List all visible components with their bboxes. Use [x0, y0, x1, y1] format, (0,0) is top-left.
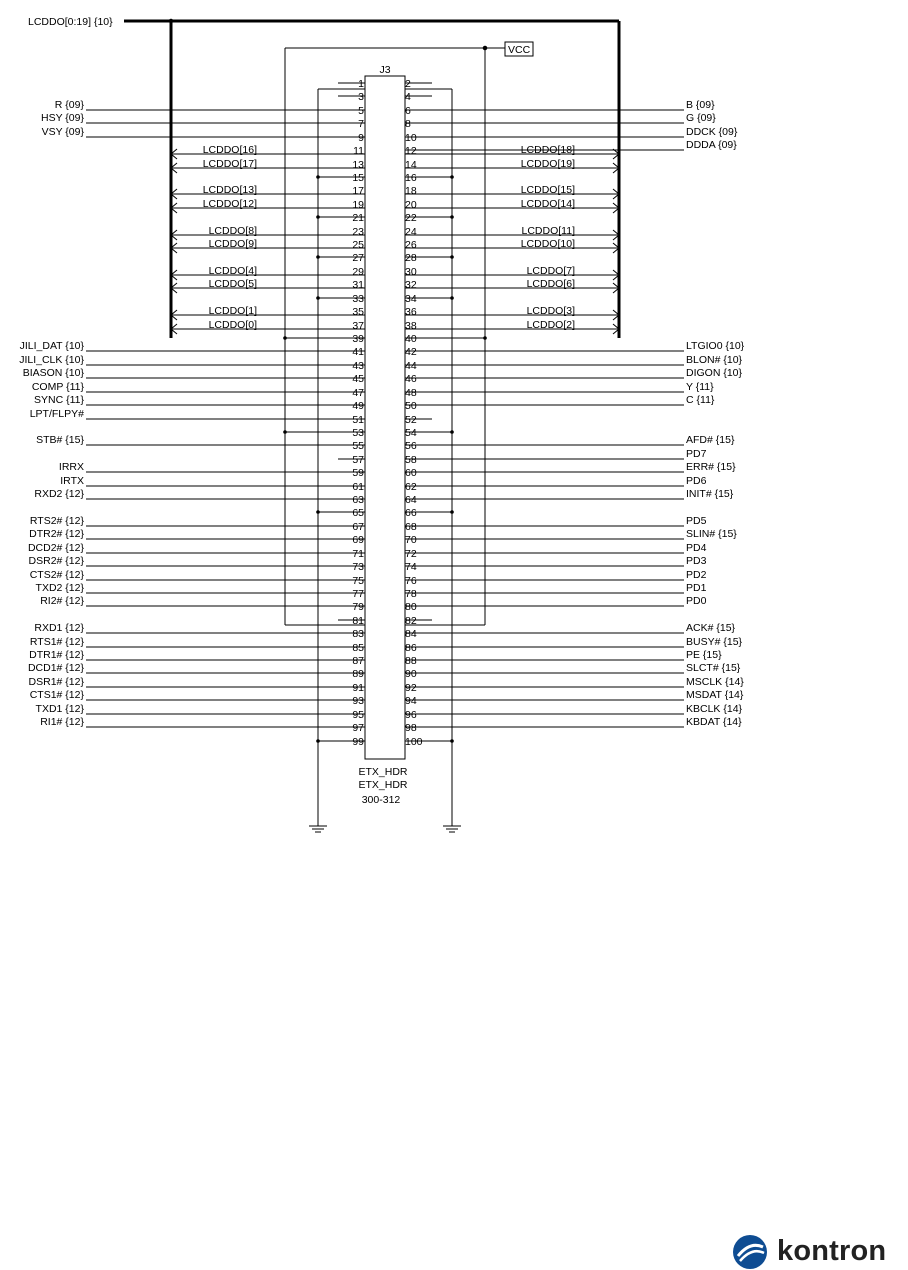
pin-number: 62	[405, 481, 417, 493]
net-label: RI2# {12}	[40, 595, 84, 607]
net-label: BLON# {10}	[686, 354, 743, 366]
junction-dot	[483, 336, 487, 340]
pin-number: 14	[405, 159, 417, 171]
pin-number: 70	[405, 534, 417, 546]
pin-number: 11	[353, 145, 364, 157]
ground-symbol-left	[309, 826, 327, 832]
pin-number: 15	[352, 172, 364, 184]
pin-number: 74	[405, 561, 417, 573]
net-label: RTS2# {12}	[29, 515, 84, 527]
net-label: AFD# {15}	[686, 434, 735, 446]
net-label: PD7	[686, 448, 707, 460]
junction-dot	[450, 739, 454, 743]
pin-number: 19	[352, 199, 364, 211]
net-label: LCDDO[18]	[520, 144, 575, 156]
pin-number: 32	[405, 279, 417, 291]
net-label: LTGIO0 {10}	[686, 340, 745, 352]
junction-dot	[450, 430, 454, 434]
pin-number: 92	[405, 682, 417, 694]
pin-number: 8	[405, 118, 411, 130]
pin-number: 16	[405, 172, 417, 184]
pin-number: 24	[405, 226, 417, 238]
net-label: ERR# {15}	[686, 461, 736, 473]
pin-number: 58	[405, 454, 417, 466]
net-label: DDDA {09}	[686, 139, 737, 151]
net-label: LCDDO[9]	[208, 238, 257, 250]
junction-dot	[316, 510, 320, 514]
pin-number: 99	[352, 736, 364, 748]
pin-number: 40	[405, 333, 417, 345]
net-label: LCDDO[14]	[520, 198, 575, 210]
pin-number: 55	[352, 440, 364, 452]
net-label: HSY {09}	[40, 112, 84, 124]
junction-dot	[169, 19, 173, 23]
junction-dot	[450, 510, 454, 514]
net-label: PE {15}	[686, 649, 722, 661]
pin-number: 67	[352, 521, 364, 533]
connector-body	[365, 76, 405, 759]
bus-label: LCDDO[0:19] {10}	[28, 16, 113, 28]
net-label: LCDDO[11]	[521, 225, 575, 237]
net-label: DTR1# {12}	[29, 649, 84, 661]
pin-number: 2	[405, 78, 411, 90]
net-label: JILI_DAT {10}	[19, 340, 84, 352]
pin-number: 12	[405, 145, 417, 157]
pin-number: 49	[352, 400, 364, 412]
pin-number: 48	[405, 387, 417, 399]
junction-dot	[316, 175, 320, 179]
net-label: MSDAT {14}	[686, 689, 744, 701]
pin-number: 46	[405, 373, 417, 385]
net-label: MSCLK {14}	[686, 676, 744, 688]
connector-value: ETX_HDR	[358, 766, 408, 778]
net-label: PD3	[686, 555, 707, 567]
net-label: DCD1# {12}	[27, 662, 84, 674]
pin-number: 37	[352, 320, 364, 332]
pin-number: 57	[352, 454, 364, 466]
pin-number: 85	[352, 642, 364, 654]
net-label: DTR2# {12}	[29, 528, 84, 540]
net-label: DSR2# {12}	[28, 555, 84, 567]
net-label: KBCLK {14}	[686, 703, 743, 715]
pin-number: 17	[352, 185, 364, 197]
pin-number: 94	[405, 695, 417, 707]
net-label: DIGON {10}	[686, 367, 743, 379]
net-label: INIT# {15}	[686, 488, 734, 500]
pin-number: 81	[352, 615, 364, 627]
static-wiring	[124, 19, 619, 832]
pin-number: 79	[352, 601, 364, 613]
connector-value-2: ETX_HDR	[358, 779, 408, 791]
net-label: PD0	[686, 595, 707, 607]
pin-number: 51	[352, 414, 364, 426]
net-label: LCDDO[2]	[526, 319, 575, 331]
pin-number: 71	[352, 548, 364, 560]
junction-dot	[316, 255, 320, 259]
kontron-logo-text: kontron	[777, 1235, 887, 1267]
junction-dot	[316, 296, 320, 300]
pin-number: 7	[358, 118, 364, 130]
pin-number: 34	[405, 293, 417, 305]
net-label: IRTX	[60, 475, 84, 487]
net-label: LCDDO[7]	[526, 265, 575, 277]
pin-number: 95	[352, 709, 364, 721]
pin-number: 4	[405, 91, 411, 103]
junction-dot	[450, 215, 454, 219]
net-label: LCDDO[15]	[520, 184, 575, 196]
net-label: KBDAT {14}	[686, 716, 742, 728]
net-label: R {09}	[54, 99, 84, 111]
net-label: LCDDO[8]	[208, 225, 257, 237]
net-label: C {11}	[686, 394, 715, 406]
junction-dot	[283, 336, 287, 340]
junction-dot	[283, 430, 287, 434]
net-label: JILI_CLK {10}	[19, 354, 84, 366]
pin-number: 23	[352, 226, 364, 238]
net-label: STB# {15}	[36, 434, 84, 446]
pin-number: 45	[352, 373, 364, 385]
pin-number: 41	[352, 346, 364, 358]
pin-number: 38	[405, 320, 417, 332]
net-label: RXD2 {12}	[34, 488, 84, 500]
net-label: TXD2 {12}	[35, 582, 84, 594]
pin-number: 28	[405, 252, 417, 264]
pin-number: 20	[405, 199, 417, 211]
pin-number: 13	[352, 159, 364, 171]
net-label: BIASON {10}	[22, 367, 84, 379]
pin-number: 90	[405, 668, 417, 680]
net-label: LCDDO[16]	[202, 144, 257, 156]
net-label: ACK# {15}	[686, 622, 736, 634]
pin-number: 29	[352, 266, 364, 278]
pin-number: 80	[405, 601, 417, 613]
net-label: PD6	[686, 475, 707, 487]
pin-number: 3	[358, 91, 364, 103]
net-label: DSR1# {12}	[28, 676, 84, 688]
net-label: COMP {11}	[31, 381, 84, 393]
pin-number: 77	[352, 588, 364, 600]
net-label: LPT/FLPY#	[29, 408, 84, 420]
net-label: VSY {09}	[41, 126, 84, 138]
pin-number: 75	[352, 575, 364, 587]
ground-symbol-right	[443, 826, 461, 832]
net-label: CTS2# {12}	[29, 569, 84, 581]
net-label: LCDDO[3]	[526, 305, 575, 317]
pin-number: 88	[405, 655, 417, 667]
net-label: IRRX	[58, 461, 84, 473]
net-label: LCDDO[6]	[526, 278, 575, 290]
pin-number: 91	[352, 682, 364, 694]
net-label: LCDDO[1]	[208, 305, 257, 317]
pin-number: 72	[405, 548, 417, 560]
pin-number: 27	[352, 252, 364, 264]
pin-number: 50	[405, 400, 417, 412]
net-label: PD5	[686, 515, 707, 527]
net-label: BUSY# {15}	[686, 636, 743, 648]
pin-number: 66	[405, 507, 417, 519]
net-label: SYNC {11}	[33, 394, 84, 406]
vcc-label: VCC	[508, 44, 531, 56]
pin-number: 31	[352, 279, 364, 291]
net-label: SLCT# {15}	[686, 662, 741, 674]
junction-dot	[450, 296, 454, 300]
pin-number: 97	[352, 722, 364, 734]
pin-number: 68	[405, 521, 417, 533]
net-label: SLIN# {15}	[686, 528, 737, 540]
net-label: LCDDO[13]	[202, 184, 257, 196]
pin-number: 42	[405, 346, 417, 358]
net-label: DCD2# {12}	[27, 542, 84, 554]
pin-number: 35	[352, 306, 364, 318]
pin-number: 30	[405, 266, 417, 278]
net-label: LCDDO[10]	[520, 238, 575, 250]
net-label: RXD1 {12}	[34, 622, 84, 634]
pin-number: 52	[405, 414, 417, 426]
net-label: Y {11}	[686, 381, 714, 393]
net-label: CTS1# {12}	[29, 689, 84, 701]
pin-number: 93	[352, 695, 364, 707]
pin-number: 26	[405, 239, 417, 251]
net-label: LCDDO[17]	[202, 158, 257, 170]
pin-number: 6	[405, 105, 411, 117]
net-label: LCDDO[5]	[208, 278, 257, 290]
net-label: G {09}	[686, 112, 716, 124]
net-label: TXD1 {12}	[35, 703, 84, 715]
pin-number: 18	[405, 185, 417, 197]
pin-number: 100	[405, 736, 423, 748]
connector-ref: J3	[379, 64, 391, 76]
pin-number: 9	[358, 132, 364, 144]
pin-number: 84	[405, 628, 417, 640]
pin-number: 61	[352, 481, 364, 493]
pin-number: 82	[405, 615, 417, 627]
net-label: LCDDO[19]	[520, 158, 575, 170]
net-label: RI1# {12}	[40, 716, 84, 728]
net-label: PD1	[686, 582, 707, 594]
pin-number: 76	[405, 575, 417, 587]
pin-number: 43	[352, 360, 364, 372]
pin-number: 36	[405, 306, 417, 318]
pin-number: 64	[405, 494, 417, 506]
net-label: B {09}	[686, 99, 715, 111]
net-label: LCDDO[12]	[202, 198, 257, 210]
pin-number: 98	[405, 722, 417, 734]
net-label: LCDDO[4]	[208, 265, 257, 277]
net-label: PD2	[686, 569, 707, 581]
junction-dot	[316, 739, 320, 743]
pin-number: 53	[352, 427, 364, 439]
pin-number: 60	[405, 467, 417, 479]
net-label: LCDDO[0]	[208, 319, 257, 331]
pin-number: 96	[405, 709, 417, 721]
pin-number: 86	[405, 642, 417, 654]
pin-number: 78	[405, 588, 417, 600]
junction-dot	[483, 46, 487, 50]
junction-dot	[450, 255, 454, 259]
pin-number: 5	[358, 105, 364, 117]
junction-dot	[450, 175, 454, 179]
net-label: DDCK {09}	[686, 126, 738, 138]
pin-number: 39	[352, 333, 364, 345]
pin-number: 65	[352, 507, 364, 519]
pin-number: 89	[352, 668, 364, 680]
pin-number: 47	[352, 387, 364, 399]
pin-number: 63	[352, 494, 364, 506]
net-label: PD4	[686, 542, 707, 554]
junction-dot	[316, 215, 320, 219]
pin-number: 56	[405, 440, 417, 452]
net-label: RTS1# {12}	[29, 636, 84, 648]
pin-number: 44	[405, 360, 417, 372]
pin-number: 54	[405, 427, 417, 439]
pin-number: 33	[352, 293, 364, 305]
pin-number: 25	[352, 239, 364, 251]
pin-number: 69	[352, 534, 364, 546]
pin-number: 21	[352, 212, 364, 224]
pin-number: 10	[405, 132, 417, 144]
pin-number: 87	[352, 655, 364, 667]
connector-partno: 300-312	[361, 794, 401, 806]
pin-number: 1	[358, 78, 364, 90]
pin-number: 73	[352, 561, 364, 573]
pin-number: 83	[352, 628, 364, 640]
pin-number: 22	[405, 212, 417, 224]
pin-number: 59	[352, 467, 364, 479]
